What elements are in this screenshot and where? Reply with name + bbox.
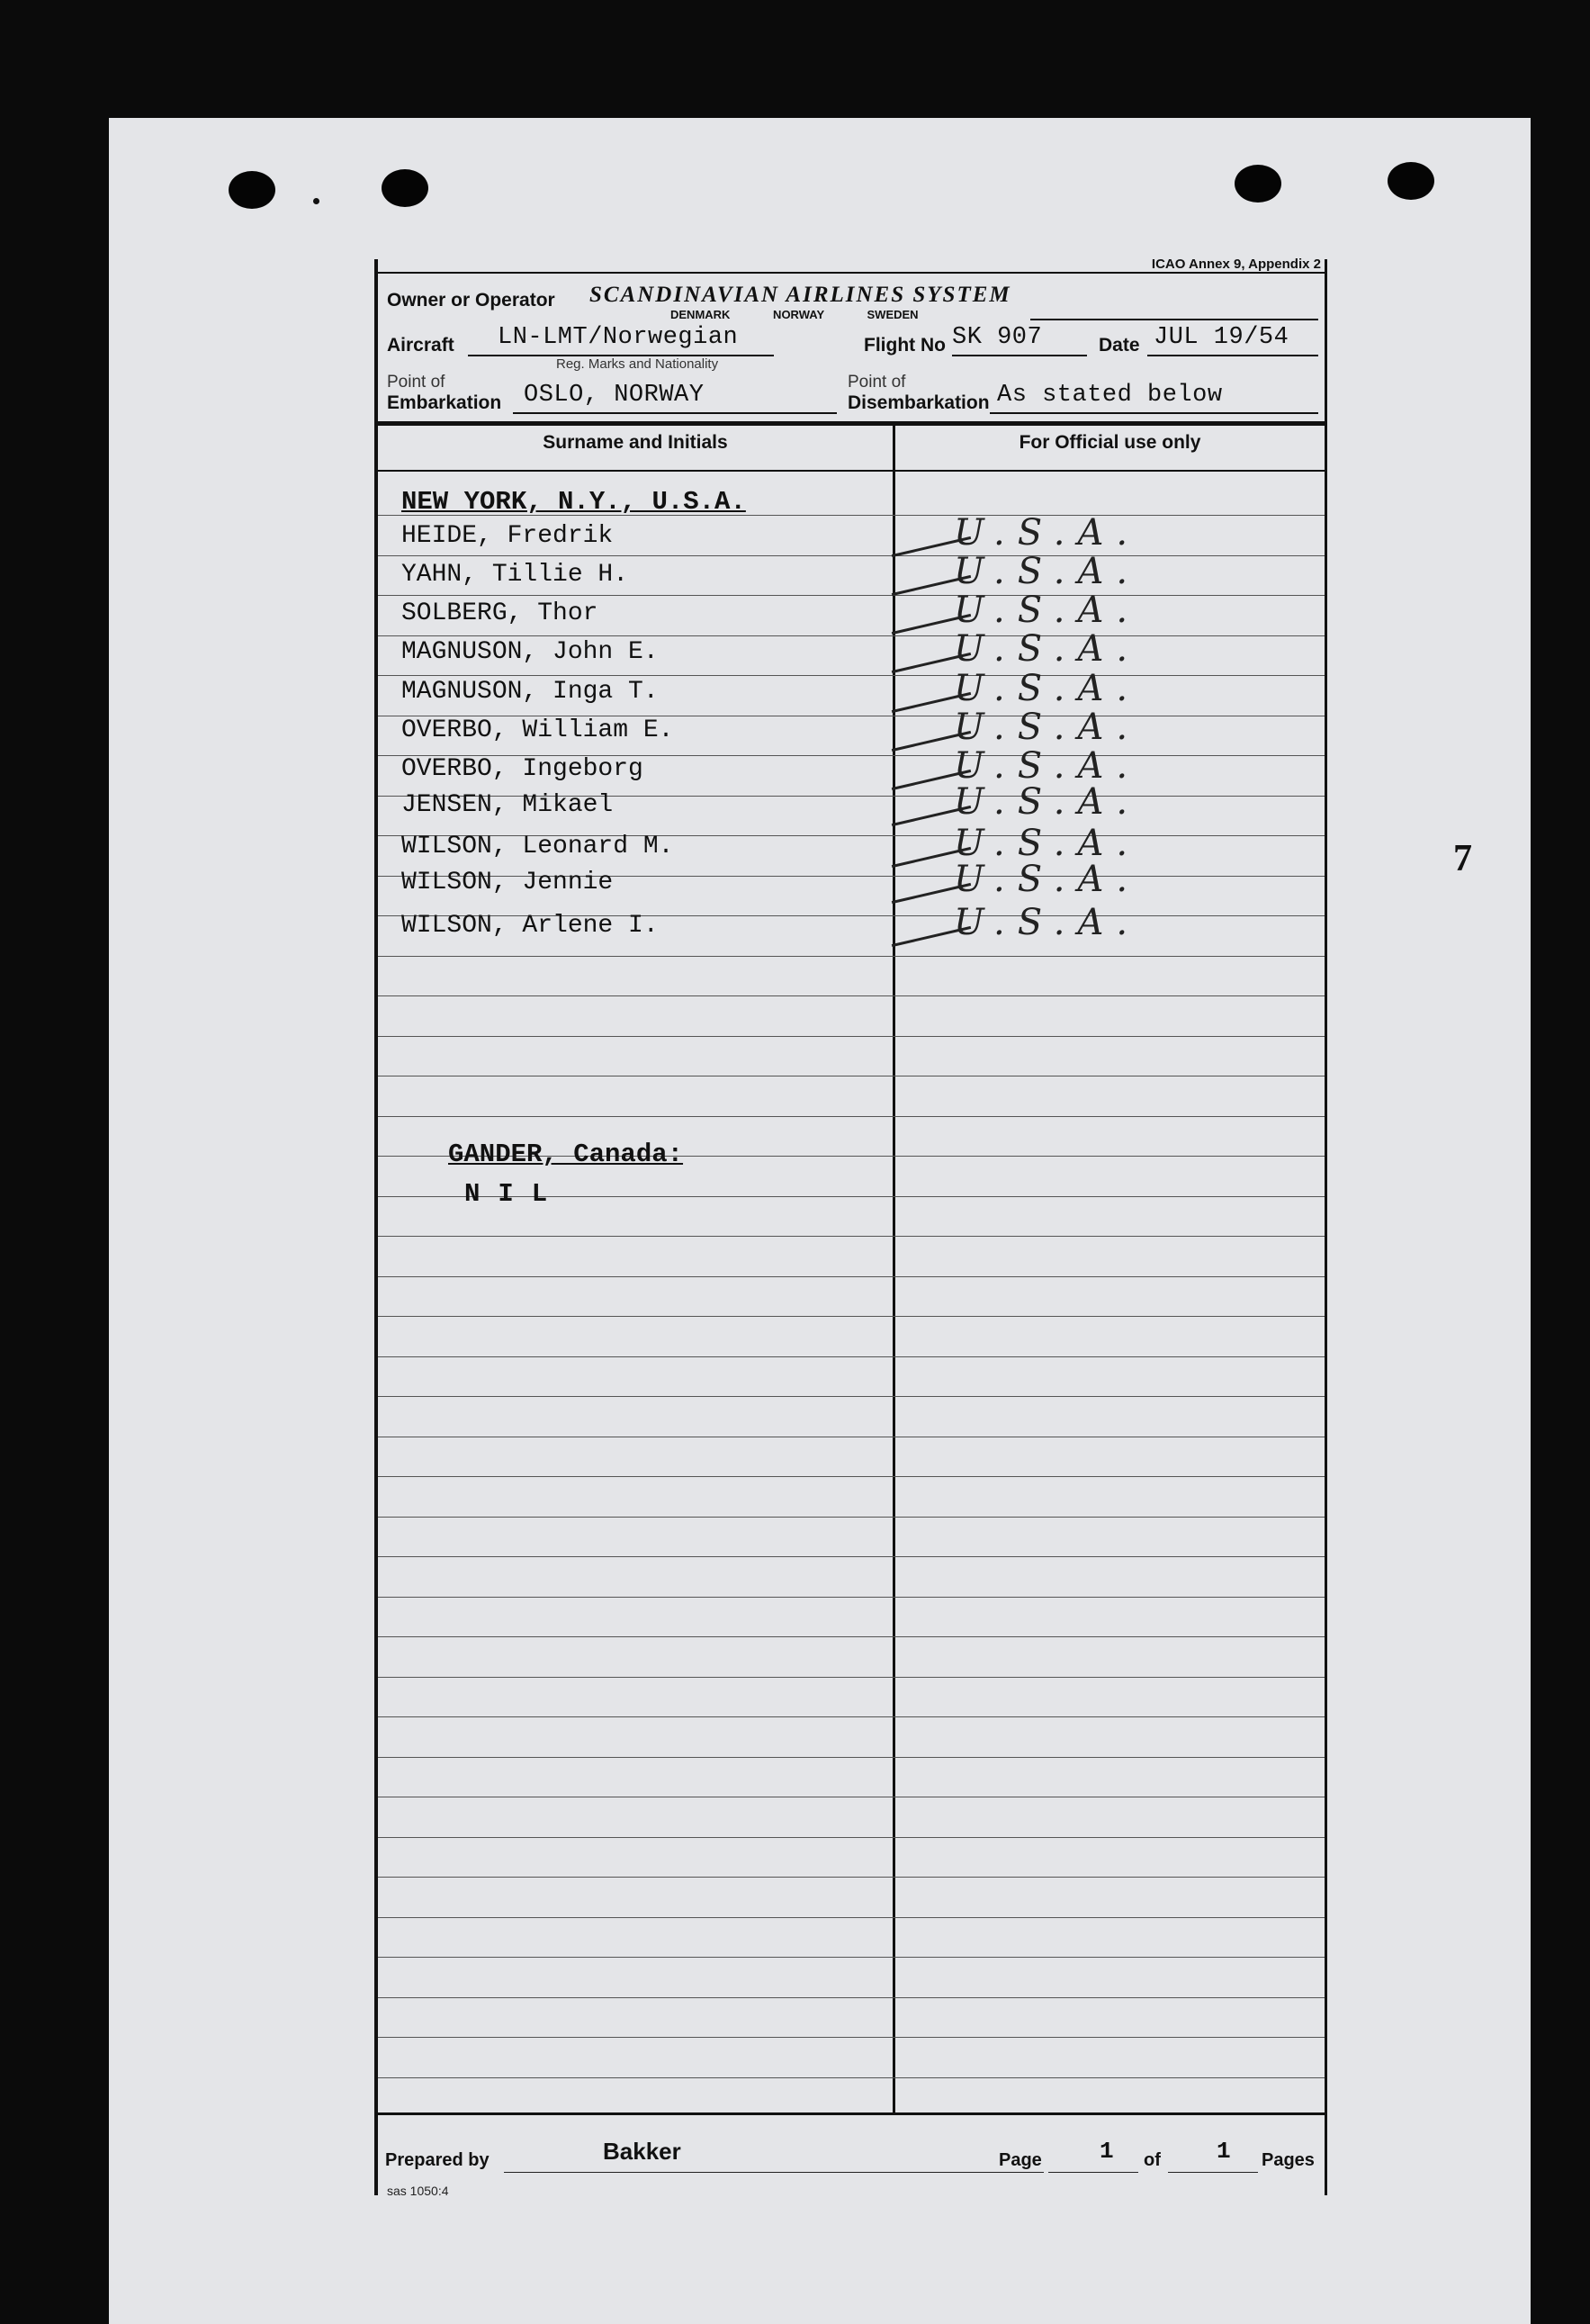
official-mark: U.S.A. — [954, 551, 1140, 592]
page-value: 1 — [1100, 2138, 1114, 2165]
manifest-header — [378, 272, 1325, 425]
passenger-row — [378, 823, 1325, 864]
passenger-name: SOLBERG, Thor — [401, 599, 598, 627]
form-number: sas 1050:4 — [387, 2184, 449, 2198]
of-underline — [1168, 2172, 1258, 2173]
official-mark: U.S.A. — [954, 707, 1140, 748]
passenger-name: JENSEN, Mikael — [401, 791, 614, 819]
ruled-line — [378, 2037, 1325, 2038]
aircraft-label: Aircraft — [387, 335, 454, 356]
passenger-name: YAHN, Tillie H. — [401, 561, 629, 589]
passenger-row — [378, 707, 1325, 748]
aircraft-sub: Reg. Marks and Nationality — [556, 356, 719, 372]
ruled-line — [378, 1476, 1325, 1477]
embark-label: Embarkation — [387, 392, 502, 413]
manifest-form — [374, 257, 1327, 2198]
punch-hole — [1235, 165, 1281, 203]
ruled-line — [378, 1877, 1325, 1878]
prepared-label: Prepared by — [385, 2150, 490, 2170]
prepared-value: Bakker — [603, 2138, 681, 2165]
flight-value: SK 907 — [952, 324, 1043, 351]
passenger-name: HEIDE, Fredrik — [401, 522, 614, 550]
flight-underline — [952, 355, 1087, 356]
manifest-footer — [378, 2132, 1325, 2195]
embark-underline — [513, 412, 837, 414]
official-mark: U.S.A. — [954, 512, 1140, 554]
of-value: 1 — [1217, 2138, 1231, 2165]
owner-label: Owner or Operator — [387, 290, 555, 311]
official-mark: U.S.A. — [954, 781, 1140, 823]
official-mark: U.S.A. — [954, 823, 1140, 864]
ruled-line — [378, 995, 1325, 996]
ruled-line — [378, 1276, 1325, 1277]
passenger-row — [378, 590, 1325, 631]
passenger-name: WILSON, Arlene I. — [401, 912, 659, 940]
ruled-line — [378, 1556, 1325, 1557]
passenger-name: WILSON, Leonard M. — [401, 833, 674, 860]
disembark-underline — [990, 412, 1318, 414]
flight-label: Flight No — [864, 335, 946, 356]
ruled-line — [378, 1517, 1325, 1518]
passenger-row — [378, 781, 1325, 823]
ruled-line — [378, 1917, 1325, 1918]
passenger-row — [378, 859, 1325, 900]
ruled-line — [378, 1957, 1325, 1958]
margin-mark: 7 — [1453, 838, 1472, 879]
embark-label-top: Point of — [387, 373, 445, 392]
ruled-line — [378, 2077, 1325, 2078]
punch-hole — [382, 169, 428, 207]
passenger-name: OVERBO, Ingeborg — [401, 755, 643, 783]
nil-entry: NIL — [464, 1179, 566, 1209]
official-column-header: For Official use only — [1019, 432, 1201, 453]
owner-value: SCANDINAVIAN AIRLINES SYSTEM — [589, 283, 1011, 307]
ink-dot — [313, 198, 319, 204]
ruled-line — [378, 1036, 1325, 1037]
passenger-row — [378, 745, 1325, 787]
passenger-row — [378, 512, 1325, 554]
punch-hole — [229, 171, 275, 209]
prepared-underline — [504, 2172, 1044, 2173]
column-header-rule — [378, 470, 1325, 472]
ruled-line — [378, 1236, 1325, 1237]
section-heading: GANDER, Canada: — [448, 1139, 684, 1169]
of-label: of — [1144, 2150, 1161, 2170]
passenger-row — [378, 628, 1325, 670]
punch-hole — [1388, 162, 1434, 200]
passenger-name: MAGNUSON, Inga T. — [401, 678, 659, 706]
ruled-line — [378, 1396, 1325, 1397]
official-mark: U.S.A. — [954, 590, 1140, 631]
ruled-line — [378, 1757, 1325, 1758]
official-mark: U.S.A. — [954, 628, 1140, 670]
date-value: JUL 19/54 — [1154, 324, 1289, 351]
ruled-line — [378, 1837, 1325, 1838]
page-label: Page — [999, 2150, 1042, 2170]
ruled-line — [378, 1716, 1325, 1717]
section-heading: NEW YORK, N.Y., U.S.A. — [401, 487, 746, 517]
ruled-line — [378, 1356, 1325, 1357]
official-mark: U.S.A. — [954, 902, 1140, 943]
disembark-label: Disembarkation — [848, 392, 990, 413]
embark-value: OSLO, NORWAY — [524, 382, 705, 409]
pages-label: Pages — [1262, 2150, 1315, 2170]
passenger-row — [378, 668, 1325, 709]
owner-countries: DENMARK NORWAY SWEDEN — [670, 308, 919, 321]
passenger-name: OVERBO, William E. — [401, 716, 674, 744]
ruled-line — [378, 1316, 1325, 1317]
annex-reference: ICAO Annex 9, Appendix 2 — [1151, 257, 1321, 272]
passenger-name: WILSON, Jennie — [401, 869, 614, 896]
passenger-name: MAGNUSON, John E. — [401, 638, 659, 666]
passenger-row — [378, 902, 1325, 943]
footer-rule — [378, 2112, 1325, 2115]
surname-column-header: Surname and Initials — [543, 432, 728, 453]
aircraft-value: LN-LMT/Norwegian — [498, 324, 739, 351]
ruled-line — [378, 1597, 1325, 1598]
disembark-value: As stated below — [997, 382, 1223, 409]
disembark-label-top: Point of — [848, 373, 906, 392]
owner-underline — [1030, 319, 1318, 320]
passenger-row — [378, 551, 1325, 592]
ruled-line — [378, 956, 1325, 957]
ruled-line — [378, 1636, 1325, 1637]
header-rule — [378, 421, 1325, 426]
ruled-line — [378, 1116, 1325, 1117]
ruled-line — [378, 1997, 1325, 1998]
official-mark: U.S.A. — [954, 745, 1140, 787]
page-underline — [1048, 2172, 1138, 2173]
ruled-line — [378, 1677, 1325, 1678]
official-mark: U.S.A. — [954, 668, 1140, 709]
official-mark: U.S.A. — [954, 859, 1140, 900]
date-label: Date — [1099, 335, 1140, 356]
date-underline — [1147, 355, 1318, 356]
